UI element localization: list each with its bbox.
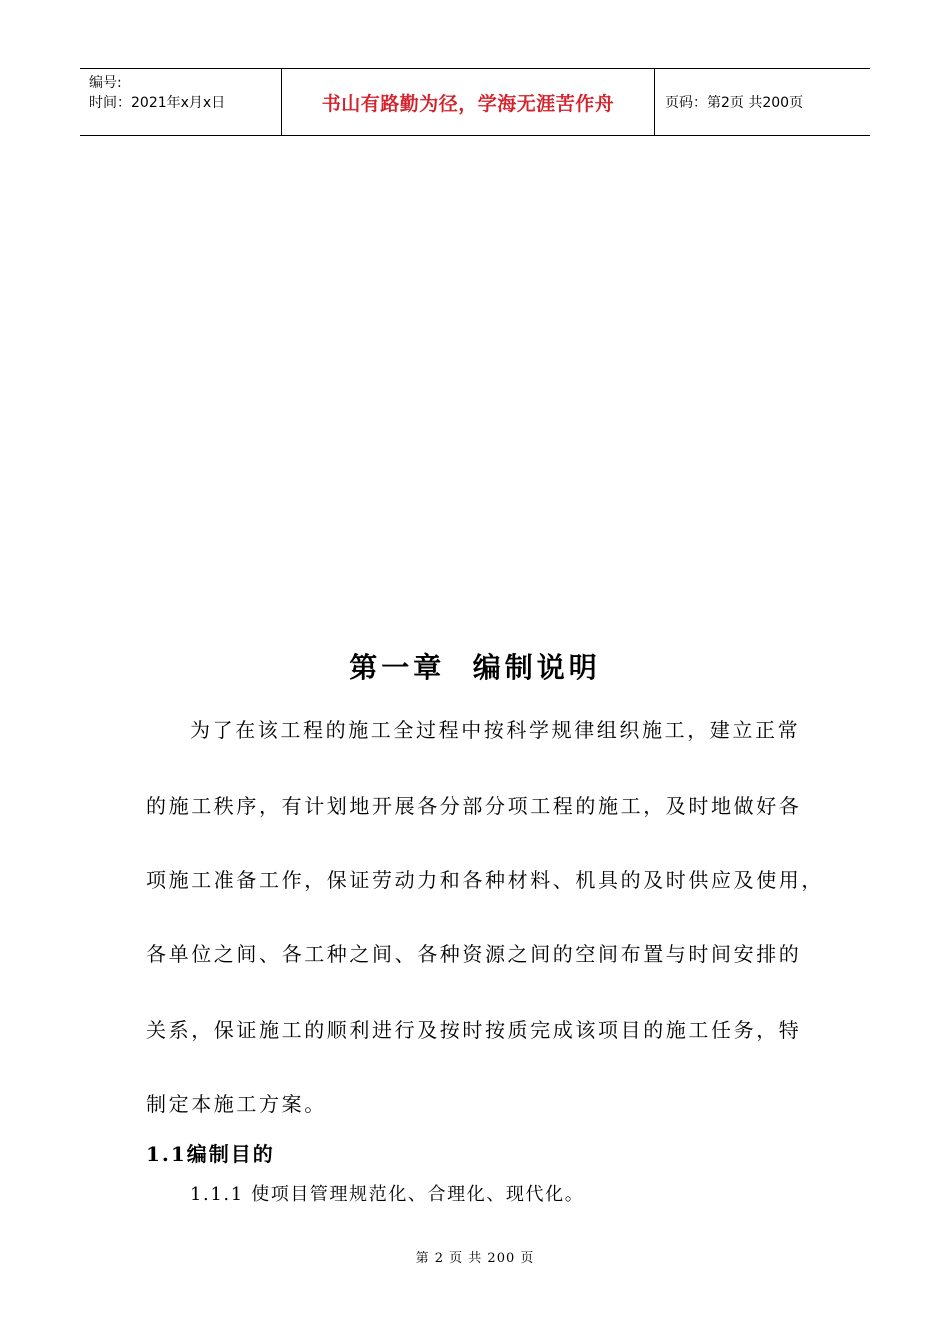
header-meta-cell [80, 69, 282, 135]
paragraph-line: 各单位之间、各工种之间、各种资源之间的空间布置与时间安排的 [146, 942, 802, 966]
paragraph-line: 项施工准备工作，保证劳动力和各种材料、机具的及时供应及使用， [146, 868, 824, 892]
sub-item: 1.1.1 使项目管理规范化、合理化、现代化。 [190, 1184, 585, 1205]
paragraph-line: 制定本施工方案。 [146, 1092, 327, 1116]
paragraph-line: 为了在该工程的施工全过程中按科学规律组织施工，建立正常 [190, 718, 801, 742]
header-motto-cell [282, 69, 655, 135]
page-info: 页码：第2页 共200页 [665, 95, 804, 111]
number-label: 编号: [89, 75, 122, 91]
time-label: 时间：2021年x月x日 [89, 95, 226, 111]
motto-text: 书山有路勤为径，学海无涯苦作舟 [321, 92, 615, 115]
paragraph-line: 的施工秩序，有计划地开展各分部分项工程的施工，及时地做好各 [146, 794, 802, 818]
chapter-title: 第一章 编制说明 [349, 651, 601, 684]
header-page-cell [655, 69, 870, 135]
header-table [80, 68, 870, 136]
paragraph-line: 关系，保证施工的顺利进行及按时按质完成该项目的施工任务，特 [146, 1018, 802, 1042]
page-footer: 第 2 页 共 200 页 [415, 1251, 535, 1266]
section-heading: 1.1编制目的 [146, 1142, 275, 1166]
